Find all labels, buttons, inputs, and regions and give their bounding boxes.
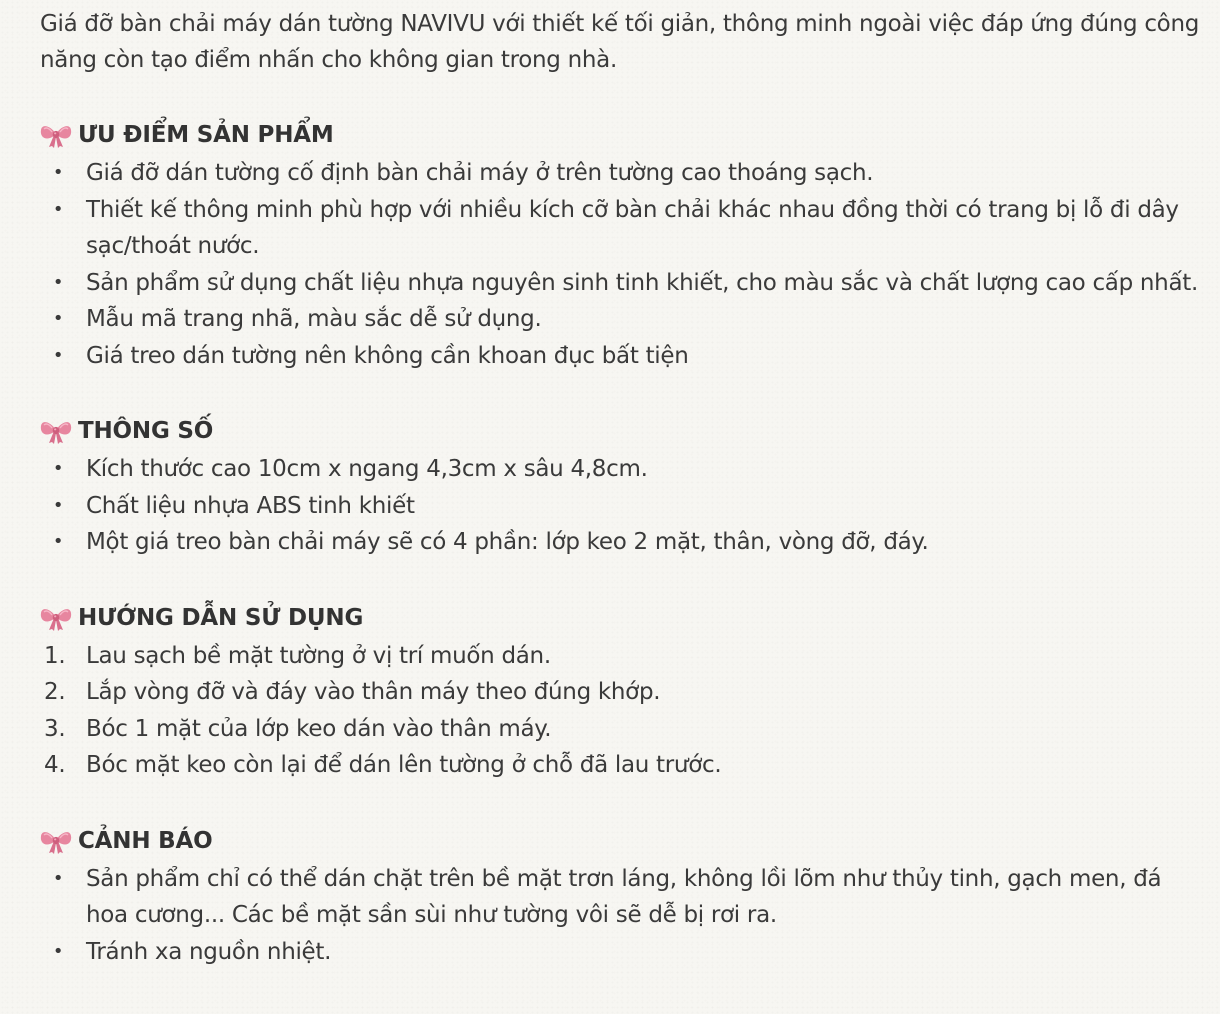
list-item	[40, 934, 1210, 971]
list-item-text: Kích thước cao 10cm x ngang 4,3cm x sâu 4,8cm.	[86, 456, 648, 482]
list-item-text: Sản phẩm sử dụng chất liệu nhựa nguyên sinh tinh khiết, cho màu sắc và chất lượng cao cấp nhất.	[86, 269, 1198, 296]
product-description	[40, 6, 1210, 970]
list-item-text: Giá đỡ dán tường cố định bàn chải máy ở trên tường cao thoáng sạch.	[86, 160, 874, 186]
list-item	[40, 338, 1210, 375]
section-heading	[40, 821, 1210, 861]
bullet-marker: •	[52, 271, 64, 293]
section-advantages	[40, 115, 1210, 374]
step-number: 2.	[44, 679, 66, 705]
bullet-list	[40, 155, 1210, 374]
bullet-marker: •	[52, 308, 64, 329]
section-instructions	[40, 598, 1210, 784]
list-item	[40, 861, 1210, 934]
list-item	[40, 155, 1210, 192]
list-item-text: Chất liệu nhựa ABS tinh khiết	[86, 492, 415, 519]
bullet-marker: •	[52, 344, 64, 366]
list-item-text: Bóc mặt keo còn lại để dán lên tường ở chỗ đã lau trước.	[86, 752, 722, 778]
list-item	[40, 451, 1210, 488]
section-title: ƯU ĐIỂM SẢN PHẨM	[78, 122, 334, 148]
section-title: HƯỚNG DẪN SỬ DỤNG	[78, 604, 364, 631]
list-item	[40, 192, 1210, 265]
bullet-marker: •	[52, 494, 64, 516]
list-item-text: Tránh xa nguồn nhiệt.	[86, 938, 332, 965]
section-heading	[40, 411, 1210, 451]
section-title: CẢNH BÁO	[78, 827, 213, 854]
list-item-text: Một giá treo bàn chải máy sẽ có 4 phần: lớp keo 2 mặt, thân, vòng đỡ, đáy.	[86, 529, 929, 555]
step-number: 1.	[44, 642, 66, 669]
intro-paragraph: Giá đỡ bàn chải máy dán tường NAVIVU với thiết kế tối giản, thông minh ngoài việc đáp ứng đúng công năng còn tạo điểm nhấn cho không gian trong nhà.	[40, 11, 1200, 73]
bullet-marker: •	[52, 162, 64, 183]
list-item	[40, 301, 1210, 338]
list-item	[40, 524, 1210, 561]
list-item-text: Mẫu mã trang nhã, màu sắc dễ sử dụng.	[86, 306, 542, 332]
list-item	[40, 674, 1210, 711]
list-item-text: Sản phẩm chỉ có thể dán chặt trên bề mặt trơn láng, không lồi lõm như thủy tinh, gạch men, đá hoa cương... Các bề mặt sần sùi như tường vôi sẽ dễ bị rơi ra.	[86, 865, 1162, 928]
list-item	[40, 638, 1210, 675]
numbered-list	[40, 638, 1210, 784]
ribbon-bow-icon	[40, 122, 72, 148]
ribbon-bow-icon	[40, 828, 72, 854]
step-number: 4.	[44, 752, 66, 778]
list-item-text: Giá treo dán tường nên không cần khoan đục bất tiện	[86, 342, 689, 369]
step-number: 3.	[44, 715, 66, 742]
list-item-text: Thiết kế thông minh phù hợp với nhiều kích cỡ bàn chải khác nhau đồng thời có trang bị lỗ đi dây sạc/thoát nước.	[86, 196, 1179, 259]
bullet-list	[40, 861, 1210, 971]
list-item-text: Lau sạch bề mặt tường ở vị trí muốn dán.	[86, 642, 551, 669]
bullet-marker: •	[52, 531, 64, 552]
bullet-marker: •	[52, 198, 64, 220]
bullet-marker: •	[52, 940, 64, 962]
list-item-text: Bóc 1 mặt của lớp keo dán vào thân máy.	[86, 715, 552, 742]
ribbon-bow-icon	[40, 605, 72, 631]
bullet-marker: •	[52, 458, 64, 479]
list-item	[40, 488, 1210, 525]
bullet-list	[40, 451, 1210, 561]
section-heading	[40, 598, 1210, 638]
section-warning	[40, 821, 1210, 971]
list-item-text: Lắp vòng đỡ và đáy vào thân máy theo đúng khớp.	[86, 679, 661, 705]
list-item	[40, 747, 1210, 784]
ribbon-bow-icon	[40, 418, 72, 444]
section-specs	[40, 411, 1210, 561]
bullet-marker: •	[52, 867, 64, 889]
list-item	[40, 265, 1210, 302]
list-item	[40, 711, 1210, 748]
section-title: THÔNG SỐ	[78, 418, 214, 444]
section-heading	[40, 115, 1210, 155]
